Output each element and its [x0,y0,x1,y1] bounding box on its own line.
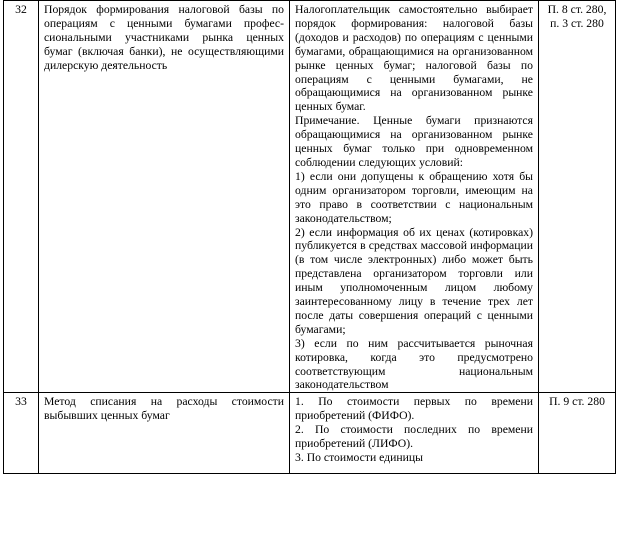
description-paragraph: 3. По стоимости единицы [295,451,423,464]
description-paragraph: Налогоплательщик самостоятельно выбирает порядок формирования: налоговой базы (доходов и расходов) по операциям с ценными бумагами, обращающимися на организованном рынке ценных бумаг; налоговой базы по операциям с ценными бумагами, не обращающимися на организованном рынке ценных бумаг. [295,3,533,114]
description-paragraph: 1) если они допущены к обращению хотя бы одним организатором торговли, имеющим на это право в соответствии с национальным законодательством; [295,169,533,225]
description-paragraph: 1. По стоимости первых по времени приобретений (ФИФО). [295,395,533,423]
table-row [4,393,616,474]
row-item: Порядок формирования налоговой базы по операциям с ценными бумагами профес-сиональными участниками рынка ценных бумаг (включая банки), не осуществляющими дилерскую деятельность [39,1,290,393]
row-description [290,1,539,393]
description-paragraph: 3) если по ним рассчитывается рыночная котировка, когда это предусмотрено соответствующим национальным законодательством [295,336,533,392]
row-item: Метод списания на расходы стоимости выбывших ценных бумаг [39,393,290,474]
description-paragraph: Примечание. Ценные бумаги признаются обращающимися на организованном рынке ценных бумаг только при одновременном соблюдении следующих условий: [295,114,533,169]
row-reference: П. 8 ст. 280, п. 3 ст. 280 [539,1,616,393]
row-description [290,393,539,474]
row-reference: П. 9 ст. 280 [539,393,616,474]
description-paragraph: 2. По стоимости последних по времени приобретений (ЛИФО). [295,423,533,451]
tax-policy-table [3,0,616,474]
table-row [4,1,616,393]
description-paragraph: 2) если информация об их ценах (котировках) публикуется в средствах массовой информации (в том числе электронных) либо может быть представлена организатором торговли или иным уполномоченным лицом любому заинтересованному лицу в течение трех лет после даты совершения операций с ценными бумагами; [295,225,533,336]
row-number: 32 [4,1,39,393]
row-number: 33 [4,393,39,474]
